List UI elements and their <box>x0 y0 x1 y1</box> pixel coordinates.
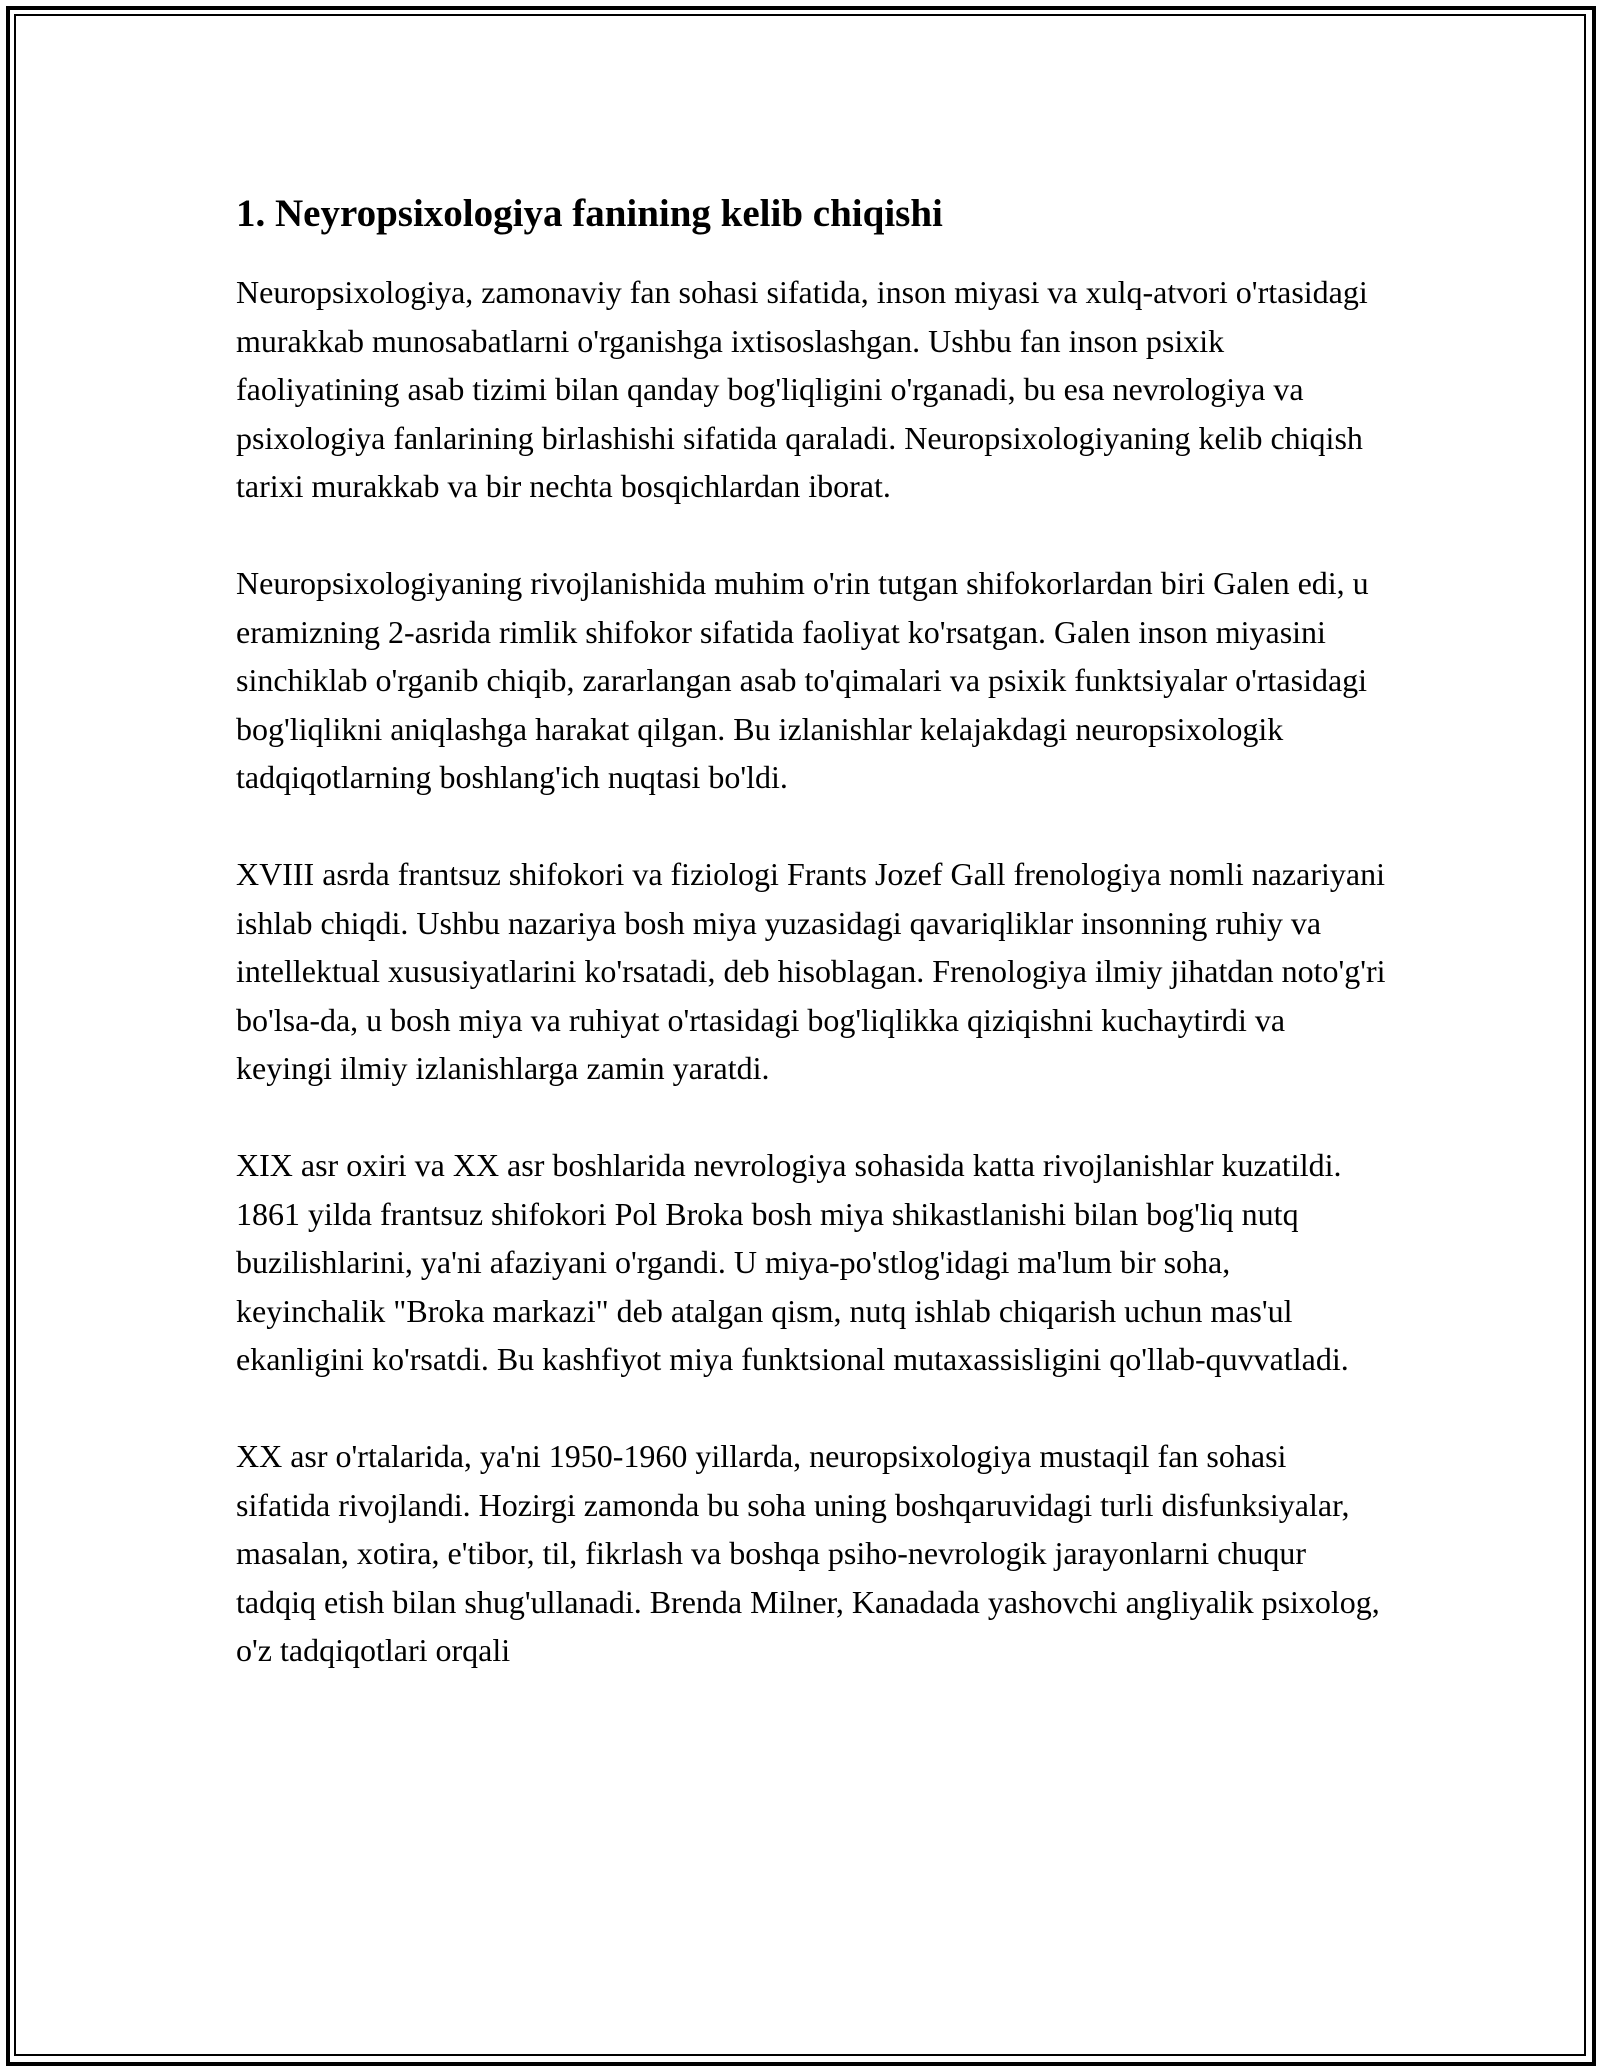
paragraph-3: XVIII asrda frantsuz shifokori va fiziologi Frants Jozef Gall frenologiya nomli nazariyani ishlab chiqdi. Ushbu nazariya bosh miya yuzasidagi qavariqliklar insonning ruhiy va intellektual xususiyatlarini ko'rsatadi, deb hisoblagan. Frenologiya ilmiy jihatdan noto'g'ri bo'lsa-da, u bosh miya va ruhiyat o'rtasidagi bog'liqlikka qiziqishni kuchaytirdi va keyingi ilmiy izlanishlarga zamin yaratdi. <box>236 856 1386 1086</box>
document-body <box>236 188 1386 1723</box>
paragraph-1: Neuropsixologiya, zamonaviy fan sohasi sifatida, inson miyasi va xulq-atvori o'rtasidagi murakkab munosabatlarni o'rganishga ixtisoslashgan. Ushbu fan inson psixik faoliyatining asab tizimi bilan qanday bog'liqligini o'rganadi, bu esa nevrologiya va psixologiya fanlarining birlashishi sifatida qaraladi. Neuropsixologiyaning kelib chiqish tarixi murakkab va bir nechta bosqichlardan iborat. <box>236 274 1368 504</box>
section-heading: 1. Neyropsixologiya fanining kelib chiqishi <box>236 192 943 235</box>
paragraph-5: XX asr o'rtalarida, ya'ni 1950-1960 yillarda, neuropsixologiya mustaqil fan sohasi sifatida rivojlandi. Hozirgi zamonda bu soha uning boshqaruvidagi turli disfunksiyalar, masalan, xotira, e'tibor, til, fikrlash va boshqa psiho-nevrologik jarayonlarni chuqur tadqiq etish bilan shug'ullanadi. Brenda Milner, Kanadada yashovchi angliyalik psixolog, o'z tadqiqotlari orqali <box>236 1438 1380 1668</box>
paragraph-4: XIX asr oxiri va XX asr boshlarida nevrologiya sohasida katta rivojlanishlar kuzatildi. 1861 yilda frantsuz shifokori Pol Broka bosh miya shikastlanishi bilan bog'liq nutq buzilishlarini, ya'ni afaziyani o'rgandi. U miya-po'stlog'idagi ma'lum bir soha, keyinchalik "Broka markazi" deb atalgan qism, nutq ishlab chiqarish uchun mas'ul ekanligini ko'rsatdi. Bu kashfiyot miya funktsional mutaxassisligini qo'llab-quvvatladi. <box>236 1147 1349 1377</box>
paragraph-2: Neuropsixologiyaning rivojlanishida muhim o'rin tutgan shifokorlardan biri Galen edi, u eramizning 2-asrida rimlik shifokor sifatida faoliyat ko'rsatgan. Galen inson miyasini sinchiklab o'rganib chiqib, zararlangan asab to'qimalari va psixik funktsiyalar o'rtasidagi bog'liqlikni aniqlashga harakat qilgan. Bu izlanishlar kelajakdagi neuropsixologik tadqiqotlarning boshlang'ich nuqtasi bo'ldi. <box>236 565 1369 795</box>
